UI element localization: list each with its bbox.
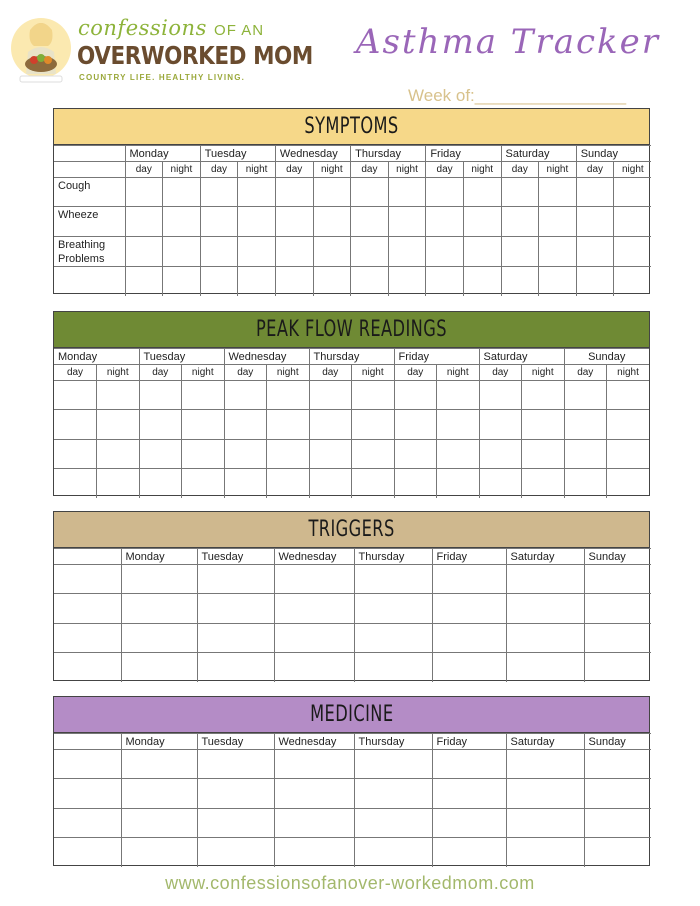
symptom-row-breathing: Breathing Problems <box>54 237 651 267</box>
day-header: Saturday <box>501 146 576 162</box>
day-header: Monday <box>125 146 200 162</box>
triggers-day-header-row: Monday Tuesday Wednesday Thursday Friday Saturday Sunday <box>54 549 651 565</box>
brand-tagline: COUNTRY LIFE. HEALTHY LIVING. <box>79 73 246 82</box>
peak-flow-day-header-row: Monday Tuesday Wednesday Thursday Friday Saturday Sunday <box>54 349 649 365</box>
peak-flow-row <box>54 410 649 440</box>
medicine-section <box>53 696 650 866</box>
day-header: Tuesday <box>200 146 275 162</box>
peak-flow-row <box>54 469 649 498</box>
triggers-row <box>54 594 651 624</box>
symptoms-daynight-row: day night day night day night day night day night day night day night <box>54 162 651 178</box>
symptom-row-blank <box>54 267 651 296</box>
week-of-field[interactable]: Week of:________________ <box>408 86 627 105</box>
triggers-table <box>54 548 651 682</box>
day-header: Friday <box>426 146 501 162</box>
triggers-section <box>53 511 650 681</box>
footer-url: www.confessionsofanover-workedmom.com <box>165 873 535 893</box>
peak-flow-row <box>54 381 649 410</box>
medicine-row <box>54 750 651 779</box>
peak-flow-daynight-row: day night day night day night day night day night day night day night <box>54 365 649 381</box>
peak-flow-table <box>54 348 649 498</box>
day-header: Thursday <box>351 146 426 162</box>
symptoms-day-header-row <box>54 146 651 162</box>
symptom-row-cough: Cough <box>54 178 651 207</box>
triggers-banner: TRIGGERS <box>54 512 649 548</box>
medicine-row <box>54 779 651 809</box>
symptoms-banner: SYMPTOMS <box>54 109 649 145</box>
symptoms-section <box>53 108 650 294</box>
day-header: Sunday <box>576 146 651 162</box>
symptoms-table <box>54 145 651 296</box>
medicine-row <box>54 838 651 867</box>
brand-line2: OVERWORKED MOM <box>77 41 313 70</box>
peak-flow-banner: PEAK FLOW READINGS <box>54 312 649 348</box>
mom-with-basket-icon <box>10 12 72 84</box>
medicine-day-header-row: Monday Tuesday Wednesday Thursday Friday Saturday Sunday <box>54 734 651 750</box>
brand-line1: confessions OF AN <box>78 16 265 40</box>
peak-flow-section <box>53 311 650 496</box>
medicine-banner: MEDICINE <box>54 697 649 733</box>
symptom-row-wheeze: Wheeze <box>54 207 651 237</box>
day-header: Wednesday <box>275 146 350 162</box>
triggers-row <box>54 624 651 653</box>
triggers-row <box>54 565 651 594</box>
medicine-table <box>54 733 651 867</box>
triggers-row <box>54 653 651 682</box>
page-title: Asthma Tracker <box>355 22 660 62</box>
peak-flow-row <box>54 440 649 469</box>
brand-logo <box>10 10 313 85</box>
medicine-row <box>54 809 651 838</box>
